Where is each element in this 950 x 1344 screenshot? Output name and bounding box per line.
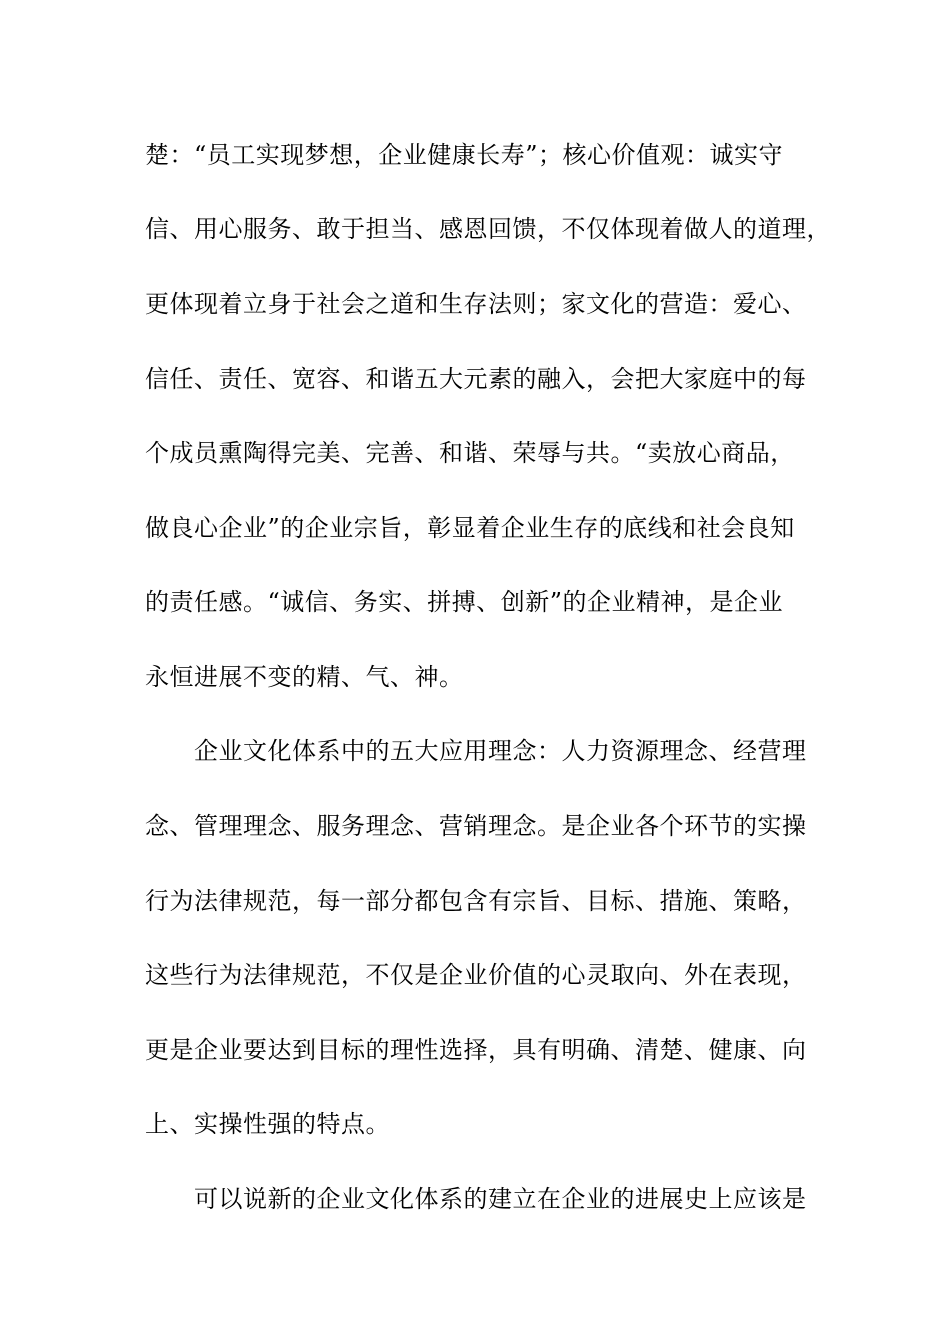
paragraph-1-line-1: 楚：“员工实现梦想，企业健康长寿”；核心价值观：诚实守 <box>145 141 784 169</box>
paragraph-1-line-3: 更体现着立身于社会之道和生存法则；家文化的营造：爱心、 <box>145 290 807 318</box>
paragraph-1-line-5: 个成员熏陶得完美、完善、和谐、荣辱与共。“卖放心商品， <box>145 439 795 467</box>
paragraph-1-line-6: 做良心企业”的企业宗旨，彰显着企业生存的底线和社会良知 <box>145 514 795 542</box>
paragraph-1-line-4: 信任、责任、宽容、和谐五大元素的融入，会把大家庭中的每 <box>145 365 807 393</box>
paragraph-2-line-1: 企业文化体系中的五大应用理念：人力资源理念、经营理 <box>194 737 807 765</box>
paragraph-2-line-3: 行为法律规范，每一部分都包含有宗旨、目标、措施、策略， <box>145 887 807 915</box>
paragraph-3-line-1: 可以说新的企业文化体系的建立在企业的进展史上应该是 <box>194 1185 807 1213</box>
paragraph-1-line-7: 的责任感。“诚信、务实、拼搏、创新”的企业精神，是企业 <box>145 588 784 616</box>
paragraph-2-line-5: 更是企业要达到目标的理性选择，具有明确、清楚、健康、向 <box>145 1036 807 1064</box>
paragraph-2-line-4: 这些行为法律规范，不仅是企业价值的心灵取向、外在表现， <box>145 961 807 989</box>
paragraph-1-line-8: 永恒进展不变的精、气、神。 <box>145 663 464 691</box>
paragraph-2-line-2: 念、管理理念、服务理念、营销理念。是企业各个环节的实操 <box>145 812 807 840</box>
paragraph-2-line-6: 上、实操性强的特点。 <box>145 1110 390 1138</box>
paragraph-1-line-2: 信、用心服务、敢于担当、感恩回馈，不仅体现着做人的道理， <box>145 215 831 243</box>
